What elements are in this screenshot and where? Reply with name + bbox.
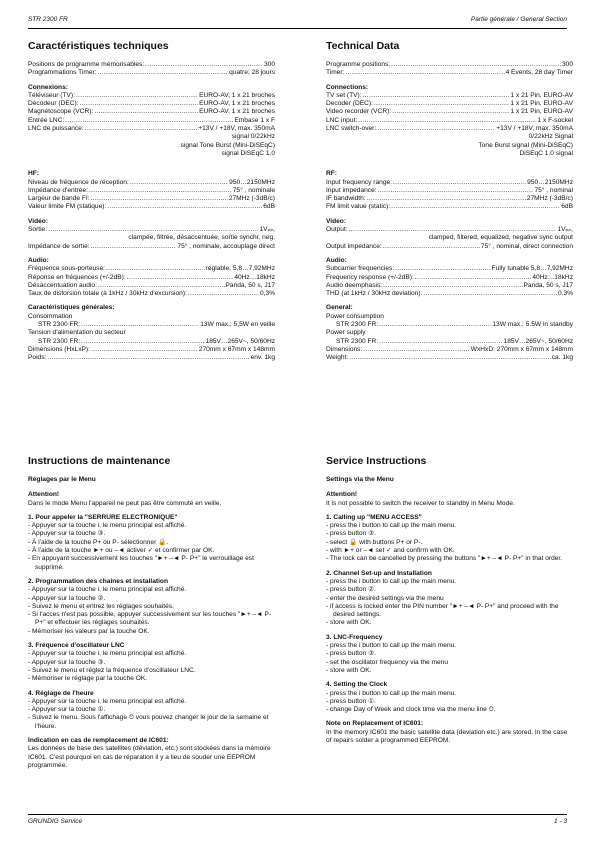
spec-row [28,100,275,108]
lnc-signal: Tone Burst signal (Mini-DiSEqC) [478,141,573,149]
spec-row [28,338,275,346]
spec-value: réglable, 5,8…7,92MHz [205,265,275,273]
step-item: - Suivez le menu. Sous l'affichage ⏲ vous pouvez changer le jour de la semaine et l'heure. [28,714,269,730]
header-model: STR 2300 FR [28,16,68,23]
spec-value: 1 x F-sockel [537,116,573,124]
spec-row [326,100,573,108]
step-item: - Mémoriser les valeurs par la touche OK. [28,627,150,635]
step-heading: 3. LNC-Frequency [326,633,383,641]
step-item: - press button ③. [326,650,376,658]
power-consumption-label: Consommation [28,312,73,320]
spec-label: Output: [326,226,348,234]
dot-leader [345,69,504,77]
spec-label: STR 2300 FR: [336,321,379,329]
spec-label: STR 2300 FR: [38,337,81,345]
spec-row [28,125,275,133]
fr-specs [28,40,275,363]
connections-heading: Connexions: [28,83,68,91]
spec-label: STR 2300 FR: [38,321,81,329]
spec-label: Video recorder (VCR): [326,108,392,116]
spec-value: 1Vₚₚ, [259,226,275,234]
spec-label: Niveau de fréquence de réception: [28,178,129,186]
dot-leader [377,125,495,133]
power-consumption-label: Power consumption [326,312,384,320]
step-item: - if access is locked enter the PIN number "►+ –◄ P- P+" and proceed with the desired settings. [326,602,559,619]
spec-label: IF bandwidth: [326,195,366,203]
spec-value: Embase 1 x F [234,116,275,124]
spec-row [28,187,275,195]
attention-heading: Attention! [28,491,60,499]
spec-label: Programme positions: [326,61,391,68]
spec-value: 950…2150MHz [527,178,573,186]
spec-value: 40Hz…18kHz [234,273,275,281]
spec-row [28,203,275,211]
audio-heading: Audio: [326,256,347,264]
spec-row [28,321,275,329]
spec-row [326,195,573,203]
section-title: Instructions de maintenance [28,455,171,467]
step-item: - press button ②. [326,586,376,594]
step-item: - Appuyer sur la touche i, le menu principal est affiché. [28,697,187,705]
spec-value: EURO-AV, 1 x 21 broches [199,108,275,116]
step-item: - set the oscillator frequency via the menu [326,658,449,666]
dot-leader [379,321,491,329]
step-item: - Mémoriser le réglage par la touche OK. [28,675,148,683]
spec-label: Positions de programme mémorisables: [28,61,145,68]
spec-value: 950…2150MHz [229,178,275,186]
dot-leader [47,354,249,362]
section-subtitle: Réglages par le Menu [28,476,96,483]
dot-leader [81,338,204,346]
spec-value: 300 [263,61,275,68]
spec-label: Dimensions (HxLxP): [28,345,90,353]
step-item: - enter the desired settings via the menu [326,594,444,602]
step-item: - En appuyant successivement les touches "►+ –◄ P- P+" le verrouillage est supprimé. [28,555,254,571]
video-output-detail: clamped, filtered, equalized, negative sync output [428,234,573,242]
dot-leader [349,226,557,234]
step-heading: 3. Fréquence d'oscillateur LNC [28,642,125,650]
spec-value: +13V / +18V, max. 350mA [198,125,275,133]
spec-label: Audio deemphasis: [326,281,383,289]
step-heading: 1. Calling up "MENU ACCESS" [326,513,422,521]
spec-value: 75° , nominale, accouplage direct [177,242,275,250]
spec-value: 40Hz…18kHz [532,273,573,281]
step-item: - Appuyer sur la touche ②. [28,594,106,602]
video-heading: Video: [326,217,347,225]
spec-value: 185V…265V~, 50/60Hz [503,337,573,345]
spec-label: TV set (TV): [326,91,362,99]
general-heading: General: [326,304,353,312]
spec-row [28,179,275,187]
step-item: - Appuyer sur la touche ③. [28,530,106,538]
step-item: - Suivez le menu et réglez la fréquence d'oscillateur LNC. [28,666,196,674]
spec-row [28,195,275,203]
spec-label: STR 2300 FR: [336,337,379,345]
dot-leader [392,108,509,116]
spec-row [28,346,275,354]
dot-leader [374,100,510,108]
section-subtitle: Settings via the Menu [326,476,394,483]
step-item: - with ►+ or –◄ set ✓ and confirm with OK. [326,547,455,555]
spec-row [326,92,573,100]
dot-leader [367,195,526,203]
spec-label: Entrée LNC: [28,116,65,124]
spec-row [326,243,573,251]
step-item: - Appuyer sur la touche ①. [28,706,106,714]
spec-row [28,61,275,69]
spec-value: Panda, 50 s, J17 [523,281,573,289]
spec-value: 1 x 21 Pin, EURO-AV [510,108,573,116]
spec-row [326,117,573,125]
spec-value: 4 Events, 28 day Timer [505,69,573,77]
dot-leader [89,187,232,195]
spec-row [326,354,573,362]
spec-row [28,92,275,100]
step-heading: 1. Pour appeler la "SERRURE ELECTRONIQUE" [28,513,178,521]
spec-value: 0.3% [557,290,573,298]
step-item: - store with OK. [326,666,372,674]
attention-heading: Attention! [326,491,358,499]
fr-maintenance [28,455,275,770]
dot-leader [391,203,560,211]
spec-label: Weight: [326,354,349,362]
spec-value: Panda, 50 s, J17 [225,281,275,289]
spec-row [326,69,573,77]
spec-value: 13W max.; 5,5W en veille [200,321,275,329]
spec-row [326,290,573,298]
spec-label: Sortie: [28,226,48,234]
dot-leader [106,265,205,273]
spec-row [326,203,573,211]
rf-heading: HF: [28,170,39,178]
dot-leader [415,274,532,282]
spec-label: Valeur limite FM (statique): [28,203,107,211]
spec-label: Dimensions: [326,345,363,353]
general-heading: Caractéristiques générales: [28,304,115,312]
dot-leader [91,195,228,203]
dot-leader [363,92,510,100]
spec-value: ca. 1kg [551,354,573,362]
audio-heading: Audio: [28,256,49,264]
spec-row [28,226,275,234]
step-item: - Appuyer sur la touche ③. [28,658,106,666]
step-item: - Appuyer sur la touche i, le menu principal est affiché. [28,586,187,594]
step-item: - press button ①. [326,697,376,705]
spec-label: Magnétoscope (VCR): [28,108,94,116]
spec-row [28,108,275,116]
step-item: - press the i button to call up the main menu. [326,689,457,697]
ic601-text: Les données de base des satellites (déviation, etc.) sont stockées dans la mémoire IC601. C'est pourquoi en cas de réparation il y a lieu de souder une EEPROM programmée. [28,745,271,769]
dot-leader [94,108,198,116]
en-specs [326,40,573,363]
spec-row [326,226,573,234]
lnc-signal: 0/22kHz Signal [528,133,573,141]
section-title: Technical Data [326,40,400,52]
lnc-signal: signal 0/22kHz [231,133,275,141]
spec-value: +13V / +18V, max. 350mA [496,125,573,133]
step-item: - À l'aide de la touche ►+ ou –◄ activer ✓ et confirmer par OK. [28,547,215,555]
step-item: - change Day of Week and clock time via the menu line ⏲. [326,706,496,714]
spec-value: 75° , nominale [232,186,275,194]
spec-row [326,274,573,282]
dot-leader [383,243,480,251]
spec-label: Subcarrier frequencies: [326,265,395,273]
spec-value: 75° , nominal [534,186,573,194]
ic601-heading: Indication en cas de remplacement de IC601: [28,737,169,745]
step-heading: 4. Setting the Clock [326,681,388,689]
footer-brand: GRUNDIG Service [28,818,83,825]
spec-label: Frequency response (+/-2dB): [326,273,414,281]
spec-value: 27MHz (-3dB/c) [526,195,573,203]
dot-leader [65,117,233,125]
spacer [326,158,573,164]
spec-value: Fully tunable 5,8…7,92MHz [491,265,573,273]
spec-label: FM limit value (static): [326,203,391,211]
step-item: - Suivez le menu et entrez les réglages souhaités. [28,602,174,610]
power-supply-label: Power supply [326,329,366,337]
en-maintenance [326,455,573,745]
spec-value: EURO-AV, 1 x 21 broches [199,91,275,99]
spec-row [28,265,275,273]
attention-text: Dans le mode Menu l'appareil ne peut pas être commuté en veille. [28,499,222,507]
spec-value: WxHxD: 270mm x 67mm x 148mm [470,345,573,353]
spec-label: Input frequency range: [326,178,392,186]
dot-leader [349,354,550,362]
spec-row [28,354,275,362]
footer-page-number: 1 - 3 [553,818,567,825]
spec-value: 300 [561,61,573,68]
spec-row [326,187,573,195]
spec-row [28,243,275,251]
dot-leader [130,179,228,187]
lnc-signal: DiSEqC 1.0 signal [519,149,573,157]
spec-value: env. 1kg [250,354,275,362]
spec-value: 185V…265V~, 50/60Hz [205,337,275,345]
dot-leader [363,346,469,354]
lnc-signal: signal DiSEqC 1.0 [221,149,275,157]
spec-row [326,265,573,273]
dot-leader [379,338,502,346]
step-item: - Appuyer sur la touche i, le menu principal est affiché. [28,522,187,530]
spec-row [326,179,573,187]
dot-leader [378,187,534,195]
spec-value: 6dB [561,203,573,211]
dot-leader [76,92,198,100]
dot-leader [423,290,557,298]
spec-row [326,338,573,346]
spec-value: 1 x 21 Pin, EURO-AV [510,91,573,99]
spec-value: 13W max.; 5.5W in standby [492,321,573,329]
spec-row [326,108,573,116]
step-item: - select 🔒 with buttons P+ or P-. [326,538,423,546]
spec-label: Input impedance: [326,186,377,194]
dot-leader [383,282,522,290]
spec-row [326,61,573,69]
spec-row [326,346,573,354]
spec-value: EURO-AV, 1 x 21 broches [199,100,275,108]
spec-label: Téléviseur (TV): [28,91,75,99]
dot-leader [358,117,536,125]
dot-leader [80,100,199,108]
spec-label: THD (at 1kHz / 30kHz deviation): [326,290,423,298]
spec-value: 270mm x 67mm x 148mm [198,345,275,353]
spec-label: Décodeur (DEC): [28,100,79,108]
spec-label: Timer: [326,69,345,77]
dot-leader [127,274,234,282]
step-item: - press button ③. [326,530,376,538]
step-item: - À l'aide de la touche P+ ou P- sélectionner 🔒. [28,538,169,546]
dot-leader [395,265,490,273]
spec-label: Taux de distorsion totale (à 1kHz / 30kHz d'excursion): [28,290,187,298]
spec-row [326,282,573,290]
step-heading: 2. Programmation des chaînes et installation [28,577,168,585]
attention-text: It is not possible to switch the receiver to standby in Menu Mode. [326,499,515,507]
rf-heading: RF: [326,170,337,178]
spec-row [28,117,275,125]
spec-label: Output impedance: [326,242,382,250]
dot-leader [145,61,263,69]
step-item: - press the i button to call up the main menu. [326,522,457,530]
header-section: Partie générale / General Section [470,16,567,23]
step-item: - Si l'acces n'est pas possible, appuyer successivement sur les touches "►+ –◄ P- P+" et effectuer les réglages souhaités. [28,611,272,627]
spec-label: Decoder (DEC): [326,100,373,108]
dot-leader [393,179,526,187]
spec-value: 1 x 21 Pin, EURO-AV [510,100,573,108]
spec-row [28,282,275,290]
dot-leader [48,226,258,234]
dot-leader [91,346,198,354]
spec-label: Impédance d'entrée: [28,186,88,194]
spec-value: 1Vₚₚ, [557,226,573,234]
spec-label: LNC input: [326,116,358,124]
step-item: - Appuyer sur la touche i, le menu principal est affiché. [28,650,187,658]
spec-label: Réponse en fréquences (+/-2dB): [28,273,126,281]
video-output-detail: clampée, filtrée, désaccentuée, sortie synchr. neg. [128,234,275,242]
spec-row [28,69,275,77]
ic601-text: In the memory IC601 the basic satellite data (deviation etc.) are stored. In the case of repairs solder a programmed EEPROM. [326,728,568,745]
step-heading: 2. Channel Set-up and Installation [326,569,432,577]
spec-label: Poids: [28,354,47,362]
dot-leader [81,321,199,329]
spec-value: 0,3% [259,290,275,298]
spec-value: 75° , nominal, direct connection [480,242,573,250]
spec-label: Largeur de bande FI: [28,195,90,203]
spec-label: Programmations Timer: [28,69,97,77]
dot-leader [98,69,229,77]
spec-value: 6dB [263,203,275,211]
step-item: - The lock can be cancelled by pressing the buttons "►+ –◄ P- P+" in that order. [326,555,563,563]
dot-leader [91,243,177,251]
spec-value: 27MHz (-3dB/c) [228,195,275,203]
step-item: - press the i button to call up the main menu. [326,577,457,585]
spec-label: Fréquence sous-porteuse: [28,265,105,273]
spec-row [28,274,275,282]
spec-label: LNC de puissance: [28,125,84,133]
power-supply-label: Tension d'alimentation du secteur [28,329,126,337]
dot-leader [188,290,259,298]
dot-leader [107,203,262,211]
spacer [28,158,275,164]
ic601-heading: Note on Replacement of IC601: [326,720,424,728]
step-heading: 4. Réglage de l'heure [28,689,94,697]
page-header [28,14,567,29]
step-item: - store with OK. [326,619,372,627]
section-title: Caractéristiques techniques [28,40,169,52]
spec-row [326,321,573,329]
spec-value: quatre; 28 jours [229,69,275,77]
page-footer [28,814,567,827]
dot-leader [391,61,561,69]
spec-row [28,290,275,298]
lnc-signal: signal Tone Burst (Mini-DiSEqC) [180,141,275,149]
dot-leader [98,282,225,290]
spec-label: Impédance de sortie: [28,242,90,250]
video-heading: Vidéo: [28,217,49,225]
spec-row [326,125,573,133]
dot-leader [85,125,198,133]
step-item: - press the i button to call up the main menu. [326,642,457,650]
connections-heading: Connections: [326,83,369,91]
section-title: Service Instructions [326,455,427,467]
spec-label: Désaccentuation audio: [28,281,97,289]
spec-label: LNC switch-over: [326,125,377,133]
